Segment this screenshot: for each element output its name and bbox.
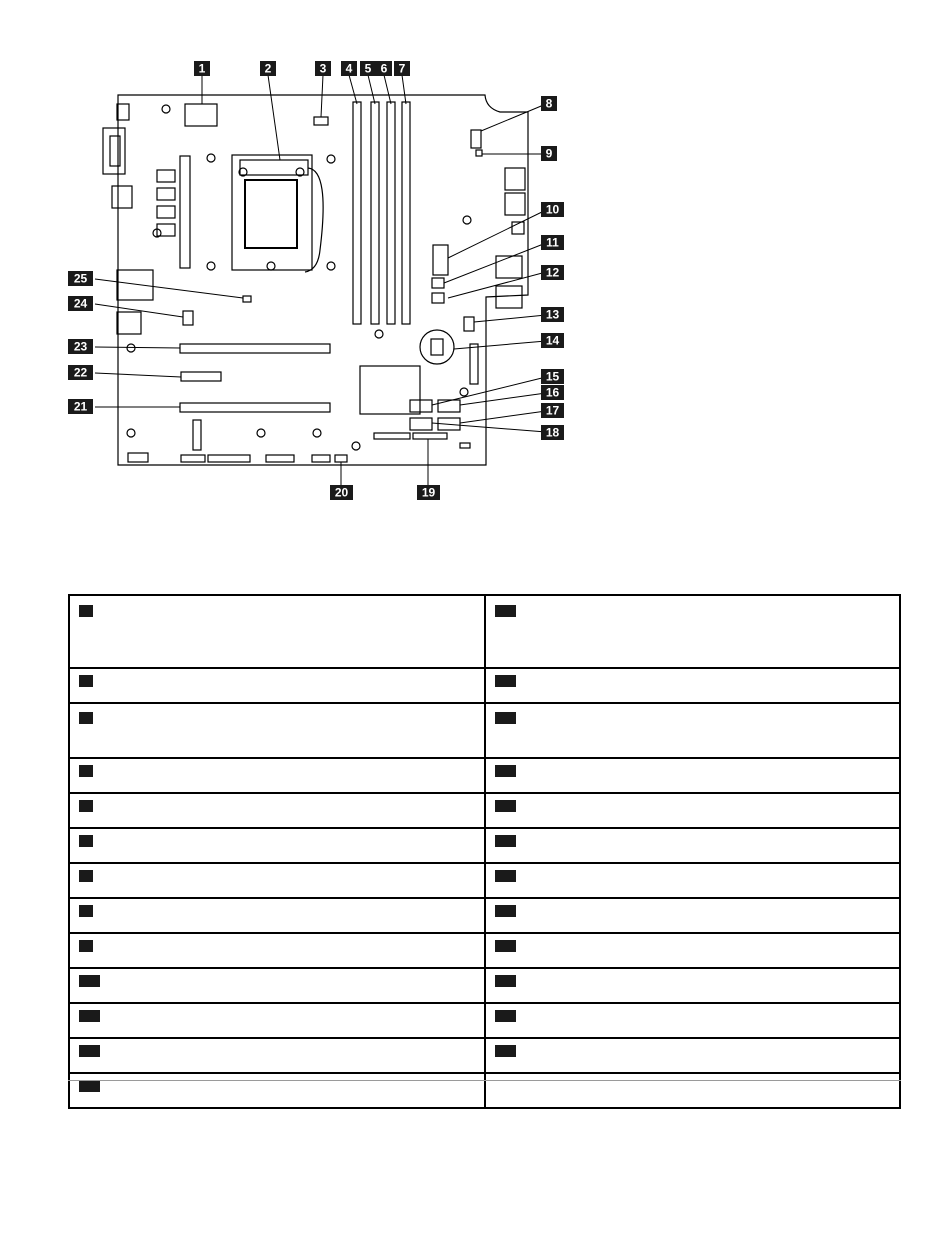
legend-row — [69, 758, 900, 793]
callout-18: 18 — [545, 425, 560, 440]
legend-callout-badge — [495, 1045, 516, 1057]
dimm-slots — [353, 102, 410, 324]
legend-cell-left — [69, 668, 485, 703]
callout-12: 12 — [545, 265, 560, 280]
legend-callout-badge — [79, 765, 93, 777]
footer-divider — [68, 1080, 901, 1081]
callout-3: 3 — [319, 61, 327, 76]
legend-row — [69, 1073, 900, 1108]
legend-callout-badge — [79, 605, 93, 617]
legend-cell-right — [485, 933, 901, 968]
chipset — [360, 366, 420, 414]
header-8 — [471, 130, 481, 148]
callout-19: 19 — [421, 485, 436, 500]
legend-row — [69, 968, 900, 1003]
power-connector-a — [432, 278, 444, 288]
callout-25: 25 — [73, 271, 88, 286]
callout-16: 16 — [545, 385, 560, 400]
legend-cell-left — [69, 898, 485, 933]
legend-callout-badge — [79, 1080, 100, 1092]
callout-20: 20 — [334, 485, 349, 500]
callout-17: 17 — [545, 403, 560, 418]
legend-callout-badge — [79, 940, 93, 952]
legend-callout-badge — [79, 1010, 100, 1022]
component-legend-table — [68, 594, 901, 1109]
legend-row — [69, 595, 900, 668]
callout-14: 14 — [545, 333, 560, 348]
fan-header-cpu — [314, 117, 328, 125]
legend-callout-badge — [79, 1045, 100, 1057]
callout-15: 15 — [545, 369, 560, 384]
legend-body — [69, 595, 900, 1108]
legend-callout-badge — [495, 870, 516, 882]
callout-4: 4 — [345, 61, 353, 76]
legend-callout-badge — [495, 675, 516, 687]
legend-callout-badge — [495, 800, 516, 812]
legend-cell-right — [485, 1003, 901, 1038]
legend-cell-left — [69, 933, 485, 968]
legend-row — [69, 1003, 900, 1038]
legend-row — [69, 793, 900, 828]
vrm-heatsink — [157, 156, 190, 268]
legend-callout-badge — [495, 940, 516, 952]
legend-cell-right — [485, 703, 901, 758]
legend-cell-right — [485, 1073, 901, 1108]
cpu-power-connector — [185, 104, 217, 126]
callout-labels — [68, 61, 564, 500]
legend-callout-badge — [495, 605, 516, 617]
power-connector-b — [432, 293, 444, 303]
legend-cell-left — [69, 1038, 485, 1073]
m2-slot-2 — [413, 433, 447, 439]
legend-callout-badge — [79, 905, 93, 917]
legend-row — [69, 668, 900, 703]
legend-callout-badge — [79, 870, 93, 882]
legend-cell-left — [69, 968, 485, 1003]
legend-cell-right — [485, 758, 901, 793]
m2-slot-vertical — [193, 420, 201, 450]
legend-cell-left — [69, 793, 485, 828]
legend-cell-left — [69, 758, 485, 793]
rear-usb-upper — [505, 168, 525, 190]
coin-battery — [420, 330, 454, 364]
mounting-holes — [127, 105, 471, 450]
legend-cell-left — [69, 1073, 485, 1108]
legend-callout-badge — [495, 905, 516, 917]
legend-callout-badge — [495, 712, 516, 724]
callout-24: 24 — [73, 296, 88, 311]
legend-callout-badge — [495, 1010, 516, 1022]
callout-leaders — [95, 75, 546, 485]
legend-callout-badge — [495, 975, 516, 987]
legend-cell-right — [485, 595, 901, 668]
legend-callout-badge — [79, 835, 93, 847]
rear-io-ethernet — [117, 312, 141, 334]
rear-ethernet-a — [496, 256, 522, 278]
rear-io-audio — [117, 104, 129, 120]
legend-cell-right — [485, 1038, 901, 1073]
pcie-slot-x1 — [181, 372, 221, 381]
rear-io-usb-stack — [117, 270, 153, 300]
legend-callout-badge — [495, 765, 516, 777]
callout-23: 23 — [73, 339, 88, 354]
header-9 — [476, 150, 482, 156]
callout-22: 22 — [73, 365, 88, 380]
legend-row — [69, 898, 900, 933]
legend-cell-left — [69, 1003, 485, 1038]
callout-13: 13 — [545, 307, 560, 322]
main-power-connector — [433, 245, 448, 275]
legend-cell-left — [69, 828, 485, 863]
legend-cell-right — [485, 668, 901, 703]
legend-cell-left — [69, 703, 485, 758]
rear-ethernet-b — [496, 286, 522, 308]
legend-cell-right — [485, 898, 901, 933]
callout-6: 6 — [380, 61, 388, 76]
legend-callout-badge — [79, 800, 93, 812]
callout-1: 1 — [198, 61, 206, 76]
legend-callout-badge — [79, 975, 100, 987]
header-13 — [464, 317, 474, 331]
jumper-25 — [243, 296, 251, 302]
legend-cell-right — [485, 968, 901, 1003]
rear-io-usb-top — [112, 186, 132, 208]
callout-7: 7 — [398, 61, 406, 76]
callout-21: 21 — [73, 399, 88, 414]
legend-row — [69, 1038, 900, 1073]
rear-usb-lower — [505, 193, 525, 215]
callout-5: 5 — [364, 61, 372, 76]
callout-9: 9 — [545, 146, 553, 161]
callout-10: 10 — [545, 202, 560, 217]
pcie-slot-bottom — [180, 403, 330, 412]
callout-2: 2 — [264, 61, 272, 76]
legend-cell-left — [69, 595, 485, 668]
fan-header-24 — [183, 311, 193, 325]
rear-io-vga — [103, 128, 125, 174]
callout-8: 8 — [545, 96, 553, 111]
legend-callout-badge — [79, 712, 93, 724]
legend-cell-right — [485, 828, 901, 863]
legend-row — [69, 933, 900, 968]
legend-row — [69, 863, 900, 898]
legend-cell-right — [485, 793, 901, 828]
motherboard-diagram — [0, 0, 950, 560]
legend-row — [69, 828, 900, 863]
legend-cell-right — [485, 863, 901, 898]
legend-callout-badge — [79, 675, 93, 687]
callout-11: 11 — [546, 235, 559, 250]
legend-callout-badge — [495, 835, 516, 847]
legend-row — [69, 703, 900, 758]
pcie-slot-top — [180, 344, 330, 353]
cpu-socket — [232, 155, 323, 272]
legend-cell-left — [69, 863, 485, 898]
m2-slot-1 — [374, 433, 410, 439]
